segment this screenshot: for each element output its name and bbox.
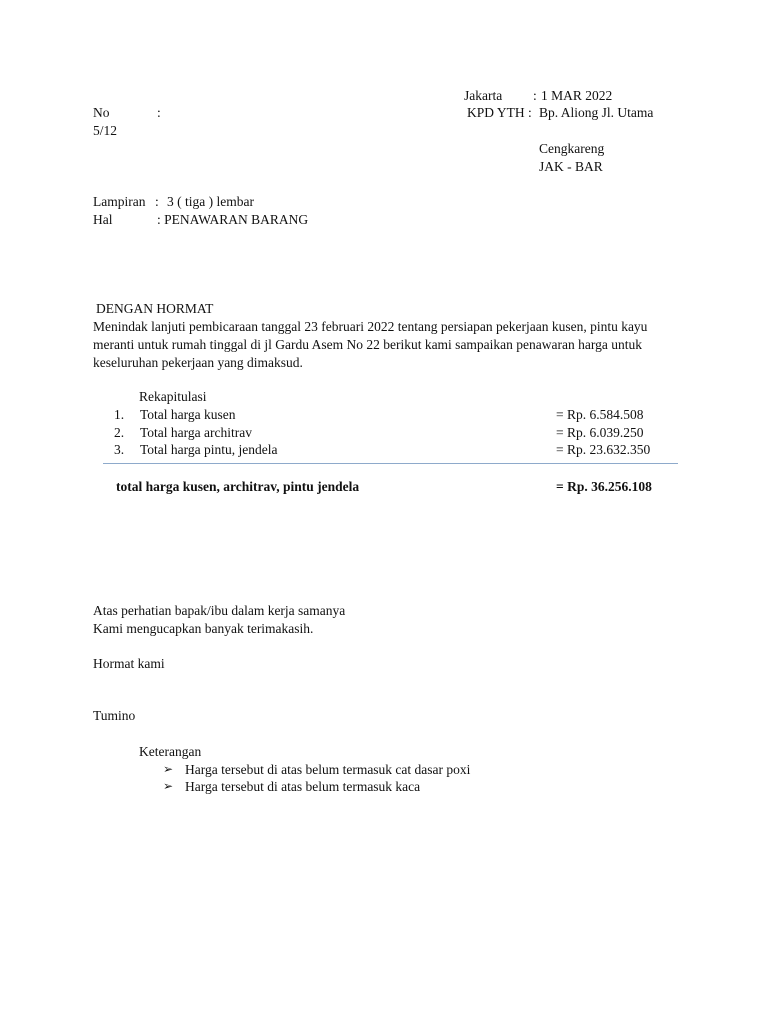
subject-label: Hal (93, 212, 113, 227)
closing-line-2: Kami mengucapkan banyak terimakasih. (93, 621, 314, 636)
recipient-address-line1: Cengkareng (539, 141, 605, 156)
attachment-label: Lampiran (93, 194, 146, 209)
recap-item-label: Total harga pintu, jendela (140, 442, 278, 457)
city-separator: : (533, 88, 537, 103)
notes-title: Keterangan (139, 744, 202, 759)
recap-item-label: Total harga kusen (140, 407, 236, 422)
letter-number: 5/12 (93, 123, 118, 138)
subject-value: : PENAWARAN BARANG (157, 212, 309, 227)
recap-item-value: = Rp. 23.632.350 (556, 442, 651, 457)
body-paragraph: Menindak lanjuti pembicaraan tanggal 23 februari 2022 tentang persiapan pekerjaan kusen, pintu kayu meranti untuk rumah tinggal di jl Gardu Asem No 22 berikut kami sampaikan penawaran harga untuk keseluruhan pekerjaan yang dimaksud. (93, 319, 648, 370)
number-separator: : (157, 105, 161, 120)
recap-item-number: 2. (114, 425, 125, 440)
total-divider (103, 463, 678, 464)
recipient-label: KPD YTH : (467, 105, 532, 120)
arrow-bullet-icon: ➢ (163, 762, 174, 776)
arrow-bullet-icon: ➢ (163, 779, 174, 793)
attachment-separator: : (155, 194, 159, 209)
letter-date: 1 MAR 2022 (541, 88, 613, 103)
recap-item-value: = Rp. 6.584.508 (556, 407, 644, 422)
city-label: Jakarta (464, 88, 503, 103)
recipient-name: Bp. Aliong Jl. Utama (539, 105, 654, 120)
total-label: total harga kusen, architrav, pintu jendela (116, 479, 360, 494)
closing-regards: Hormat kami (93, 656, 165, 671)
recap-item-number: 1. (114, 407, 125, 422)
recipient-address-line2: JAK - BAR (539, 159, 603, 174)
attachment-value: 3 ( tiga ) lembar (167, 194, 254, 209)
greeting: DENGAN HORMAT (96, 301, 214, 316)
recap-title: Rekapitulasi (139, 389, 207, 404)
note-text: Harga tersebut di atas belum termasuk kaca (185, 779, 421, 794)
signer-name: Tumino (93, 708, 136, 723)
closing-line-1: Atas perhatian bapak/ibu dalam kerja samanya (93, 603, 346, 618)
recap-item-value: = Rp. 6.039.250 (556, 425, 644, 440)
number-label: No (93, 105, 110, 120)
recap-item-label: Total harga architrav (140, 425, 253, 440)
recap-item-number: 3. (114, 442, 125, 457)
note-text: Harga tersebut di atas belum termasuk cat dasar poxi (185, 762, 471, 777)
total-value: = Rp. 36.256.108 (556, 479, 652, 494)
